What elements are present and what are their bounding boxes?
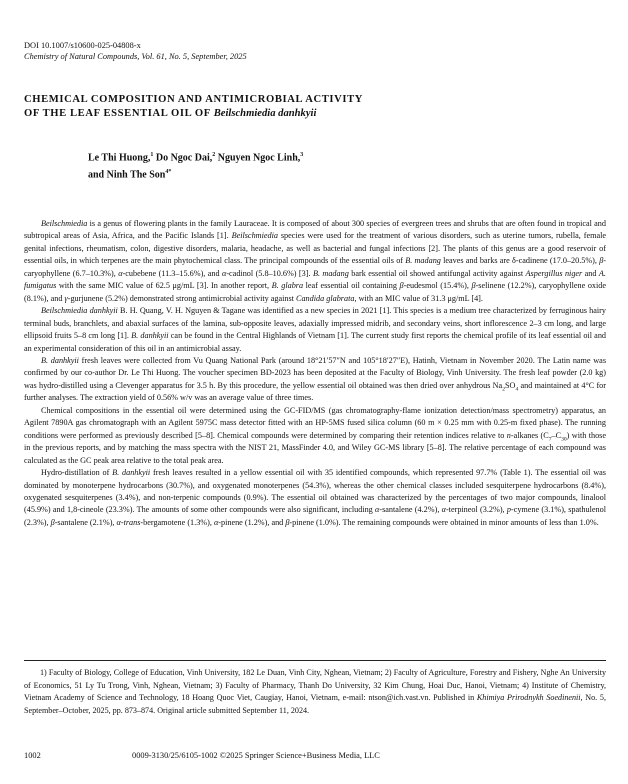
article-title xyxy=(24,93,544,121)
title-line-1: CHEMICAL COMPOSITION AND ANTIMICROBIAL ACTIVITY xyxy=(24,94,363,105)
footnote-divider xyxy=(24,660,606,661)
title-species-name: Beilschmiedia danhkyii xyxy=(213,108,317,119)
author-list xyxy=(88,148,508,183)
affiliations-text xyxy=(24,667,606,717)
article-header xyxy=(24,40,247,62)
author-1: Le Thi Huong, xyxy=(88,152,151,164)
paragraph-species-description: Beilschmiedia danhkyii B. H. Quang, V. H. Nguyen & Tagane was identified as a new species in 2021 [1]. This species is a medium tree characterized by ferruginous hairy terminal buds, branchlets, and abaxial surfaces of the lamina, sub-opposite leaves, adaxially impressed midrib, and secondary veins, short inflorescence 2–3 cm long, and large ellipsoid fruits 5–8 cm long [1]. B. danhkyii can be found in the Central Highlands of Vietnam [1]. The current study first reports the chemical profile of its leaf essential oil and an experimental consideration of this oil in an antimicrobial assay. xyxy=(24,306,607,353)
author-2-affiliation: 2 xyxy=(212,152,216,158)
journal-citation: Chemistry of Natural Compounds, Vol. 61, No. 5, September, 2025 xyxy=(24,52,247,61)
footnote-affiliations xyxy=(24,667,606,717)
doi-line[interactable]: DOI 10.1007/s10600-025-04808-x xyxy=(24,41,141,50)
page-number: 1002 xyxy=(24,751,41,760)
title-line-2-prefix: OF THE LEAF ESSENTIAL OIL OF xyxy=(24,108,211,119)
published-details: , No. 5, September–October, 2025, pp. 873–874. Original article submitted September 11, 2024. xyxy=(24,693,607,715)
paragraph-gc-methods: Chemical compositions in the essential oil were determined using the GC-FID/MS (gas chromatography-flame ionization detection/mass spectrometry) apparatus, an Agilent 7890A gas chromatograph with an Agilent 5975C mass detector fitted with an HP-5MS fused silica column (60 m × 0.25 mm with 0.25-m fixed phase). The running conditions were performed as previously described [5–8]. Chemical compounds were determined by comparing their retention indices relative to n-alkanes $(C_7-C_{30})$ with those in the previous reports, and by matching the mass spectra with the NIST 21, MassFinder 4.0, and Wiley GC-MS library [5–8]. The relative percentage of each compound was calculated as the GC peak area relative to the total peak area. xyxy=(24,405,606,465)
paragraph-oil-composition: Hydro-distillation of B. danhkyii fresh leaves resulted in a yellow essential oil with 35 identified compounds, which represented 97.7% (Table 1). The essential oil was dominated by monoterpene hydrocarbons (30.7%), and oxygenated monoterpenes (54.3%), whereas the other chemical classes included sesquiterpene hydrocarbons (8.4%), oxygenated sesquiterpenes (3.4%), and non-terpenic compounds (0.9%). The essential oil obtained was characterized by the percentages of two major compounds, linalool (45.9%) and 1,8-cineole (23.3%). The amounts of some other compounds were also significant, including α-santalene (4.2%), α-terpineol (3.2%), p-cymene (3.1%), spathulenol (2.3%), β-santalene (2.1%), α-trans-bergamotene (1.3%), α-pinene (1.2%), and β-pinene (1.0%). The remaining compounds were obtained in minor amounts of less than 1.0%. xyxy=(24,468,606,527)
article-body xyxy=(24,218,606,529)
author-2: Do Ngoc Dai, xyxy=(155,152,213,164)
author-3: Nguyen Ngoc Linh, xyxy=(217,152,301,164)
copyright-line: 0009-3130/25/6105-1002 ©2025 Springer Science+Business Media, LLC xyxy=(132,751,380,760)
published-journal-name: Khimiya Prirodnykh Soedinenii xyxy=(476,693,581,703)
title-line-2 xyxy=(24,107,544,121)
author-4: and Ninh The Son xyxy=(88,169,166,181)
author-4-affiliation: 4* xyxy=(165,169,172,176)
affiliations-list: 1) Faculty of Biology, College of Education, Vinh University, 182 Le Duan, Vinh City, Nghean, Vietnam; 2) Faculty of Agriculture, Forestry and Fishery, Nghe An University of Economics, 51 Ly Tu Trong, Vinh, Nghean, Vietnam; 3) Faculty of Pharmacy, Thanh Do University, 32 Kim Chung, Hoai Duc, Hanoi, Vietnam; 4) Institute of Chemistry, Vietnam Academy of Science and Technology, 18 Hoang Quoc Viet, Caugiay, Hanoi, Vietnam, e-mail: ntson@ich.vast.vn. Published in xyxy=(24,668,606,703)
author-3-affiliation: 3 xyxy=(300,152,304,158)
paragraph-genus-intro: Beilschmiedia is a genus of flowering plants in the family Lauraceae. It is composed of about 300 species of evergreen trees and shrubs that are often found in tropical and subtropical areas of Asia, Africa, and the Pacific Islands [1]. Beilschmiedia species were used for the treatment of various disorders, such as uterine tumors, rubella, female genital infections, rheumatism, colon, digestive disorders, malaria, headache, as well as bacterial and fungal infections [2]. The plants of this genus are a good reservoir of essential oils, in which terpenes are the main phytochemical class. The principal compounds of the essential oils of B. madang leaves and barks are δ-cadinene (17.0–20.5%), β-caryophyllene (6.7–10.3%), α-cubebene (11.3–15.6%), and α-cadinol (5.8–10.6%) [3]. B. madang bark essential oil showed antifungal activity against Aspergillus niger and A. fumigatus with the same MIC value of 62.5 μg/mL [3]. In another report, B. glabra leaf essential oil containing β-eudesmol (15.4%), β-selinene (12.2%), caryophyllene oxide (8.1%), and γ-gurjunene (5.2%) demonstrated strong antimicrobial activity against Candida glabrata, with an MIC value of 31.3 μg/mL [4]. xyxy=(24,219,607,303)
paragraph-sample-collection: B. danhkyii fresh leaves were collected from Vu Quang National Park (around 18°21′57″N and 105°18′27″E), Hatinh, Vietnam in November 2020. The Latin name was confirmed by our co-author Dr. Le Thi Huong. The voucher specimen BD-2023 has been deposited at the Faculty of Biology, Vinh University. The fresh leaf powder (2.0 kg) was hydro-distilled using a Clevenger apparatus for 3.5 h. By this procedure, the yellow essential oil obtained was then dried over anhydrous $Na_2SO_4$ and maintained at 4°C for further analyses. The extraction yield of 0.56% w/v was an average value of three times. xyxy=(24,355,607,403)
author-1-affiliation: 1 xyxy=(150,152,154,158)
